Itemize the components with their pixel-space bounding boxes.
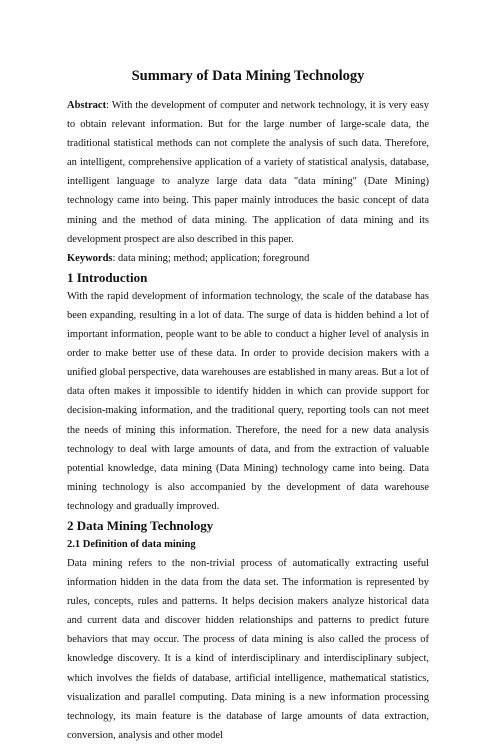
keywords-text: : data mining; method; application; foreground	[112, 252, 310, 264]
subsection-heading-definition: 2.1 Definition of data mining	[67, 538, 196, 550]
keywords-label: Keywords	[67, 252, 113, 264]
document-content	[67, 66, 429, 745]
document-title: Summary of Data Mining Technology	[131, 68, 365, 84]
abstract-text: : With the development of computer and network technology, it is very easy to obtain relevant information. But for the large number of large-scale data, the traditional statistical methods can not complete the analysis of such data. Therefore, an intelligent, comprehensive application of a variety of statistical analysis, database, intelligent language to analyze large data data "data mining" (Date Mining) technology came into being. This paper mainly introduces the basic concept of data mining and the method of data mining. The application of data mining and its development prospect are also described in this paper.	[67, 100, 429, 245]
definition-paragraph: Data mining refers to the non-trivial process of automatically extracting useful information hidden in the data from the data set. The information is represented by rules, concepts, rules and patterns. It helps decision makers analyze historical data and current data and discover hidden relationships and patterns to predict future behaviors that may occur. The process of data mining is also called the process of knowledge discovery. It is a kind of interdisciplinary and interdisciplinary subject, which involves the fields of database, artificial intelligence, mathematical statistics, visualization and parallel computing. Data mining is a new information processing technology, its main feature is the database of large amounts of data extraction, conversion, analysis and other model	[67, 557, 429, 741]
section-heading-introduction: 1 Introduction	[67, 269, 148, 285]
introduction-paragraph: With the rapid development of information technology, the scale of the database has been expanding, resulting in a lot of data. The surge of data is hidden behind a lot of important information, people want to be able to conduct a higher level of analysis in order to make better use of these data. In order to provide decision makers with a unified global perspective, data warehouses are established in many areas. But a lot of data often makes it impossible to identify hidden in which can provide support for decision-making information, and the traditional query, reporting tools can not meet the needs of mining this information. Therefore, the need for a new data analysis technology to deal with large amounts of data, and from the extraction of valuable potential knowledge, data mining (Data Mining) technology came into being. Data mining technology is also accompanied by the development of data warehouse technology and gradually improved.	[67, 290, 429, 512]
abstract-label: Abstract	[67, 100, 107, 111]
abstract-paragraph	[67, 96, 429, 249]
section-heading-data-mining-technology: 2 Data Mining Technology	[67, 517, 214, 533]
keywords-paragraph	[67, 249, 429, 268]
